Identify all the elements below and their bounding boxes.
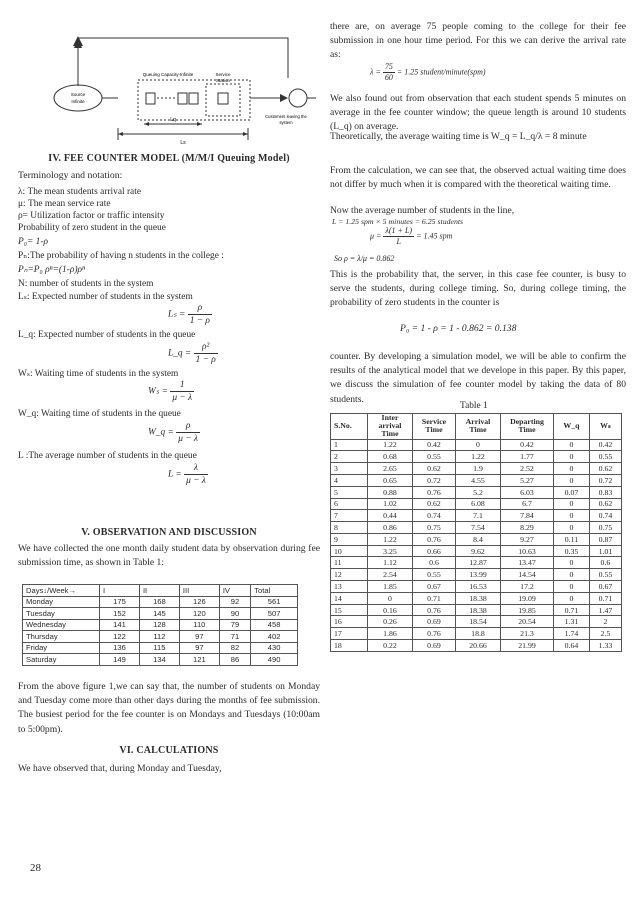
n-definition: N: number of students in the system bbox=[18, 279, 154, 289]
lambda-formula bbox=[370, 62, 486, 84]
comparison-paragraph: From the calculation, we can see that, the observed actual waiting time does not differ by much when it is compared with the theoretical waiting time. bbox=[330, 165, 626, 191]
days-table-row-cell: 136 bbox=[100, 642, 140, 654]
ls-lhs: Lₛ = bbox=[168, 309, 186, 320]
days-table-row-cell: 141 bbox=[100, 619, 140, 631]
terminology-intro: Terminology and notation: bbox=[18, 170, 123, 181]
simulation-table-row-cell: 0.71 bbox=[589, 592, 621, 604]
days-table-row-cell: Wednesday bbox=[23, 619, 100, 631]
days-table-row-cell: 561 bbox=[251, 596, 298, 608]
simulation-table-row-cell: 1.02 bbox=[368, 498, 413, 510]
simulation-table-row-cell: 1.22 bbox=[368, 533, 413, 545]
simulation-table-row-cell: 13 bbox=[331, 581, 368, 593]
days-table-row-cell: 168 bbox=[139, 596, 179, 608]
days-table-row-cell: 120 bbox=[179, 608, 219, 620]
queue-label: Queuing Capacity-Infinite bbox=[142, 72, 194, 77]
days-table-row-cell: 175 bbox=[100, 596, 140, 608]
simulation-table-row-cell: 0 bbox=[368, 592, 413, 604]
simulation-table-row-cell: 20.66 bbox=[456, 640, 501, 652]
simulation-table-row-cell: 7.84 bbox=[501, 510, 554, 522]
simulation-table-row-cell: 4.55 bbox=[456, 474, 501, 486]
days-table-row-cell: 126 bbox=[179, 596, 219, 608]
lambda-result: = 1.25 student/minute(spm) bbox=[396, 67, 486, 77]
simulation-table-row-cell: 0.42 bbox=[501, 439, 554, 451]
simulation-table-row-cell: 0.66 bbox=[413, 545, 456, 557]
sim-header-cell: Arrival Time bbox=[456, 414, 501, 440]
simulation-table-row-cell: 0.75 bbox=[589, 522, 621, 534]
section-heading-4: IV. FEE COUNTER MODEL (M/M/I Queuing Model) bbox=[48, 153, 290, 164]
simulation-table-row-cell: 2.5 bbox=[589, 628, 621, 640]
probability-paragraph: This is the probability that, the server, in this case fee counter, is busy to serve the students, during college timing. So, during college timing, the probability of zero students in the counter is bbox=[330, 269, 626, 309]
days-table-row-cell: 97 bbox=[179, 642, 219, 654]
simulation-table-row-cell: 0.62 bbox=[589, 463, 621, 475]
simulation-paragraph: counter. By developing a simulation model, we will be able to confirm the results of the analytical model that we develope in this paper. By this paper, we discuss the simulation of fee counter model by taking the data of 80 students. bbox=[330, 351, 626, 405]
simulation-table-row-cell: 0.62 bbox=[589, 498, 621, 510]
ws-lhs: Wₛ = bbox=[148, 386, 168, 397]
simulation-table-row-cell: 11 bbox=[331, 557, 368, 569]
simulation-table-row-cell: 1.33 bbox=[589, 640, 621, 652]
simulation-table-row-cell: 2 bbox=[331, 451, 368, 463]
simulation-table-row bbox=[331, 486, 622, 498]
service-paragraph: We also found out from observation that each student spends 5 minutes on average in the fee counter window; the queue length is around 10 students (L_q) on average. bbox=[330, 93, 626, 133]
sim-header-cell: S.No. bbox=[331, 414, 368, 440]
simulation-table-header bbox=[331, 414, 622, 440]
days-table-row-cell: 402 bbox=[251, 631, 298, 643]
simulation-table-row-cell: 0.55 bbox=[589, 569, 621, 581]
lambda-lhs: λ = bbox=[370, 67, 381, 77]
service-label: Service bbox=[215, 72, 231, 77]
simulation-table-row-cell: 0.83 bbox=[589, 486, 621, 498]
days-table-row bbox=[23, 619, 298, 631]
simulation-table-row-cell: 0.22 bbox=[368, 640, 413, 652]
simulation-table-row-cell: 10.63 bbox=[501, 545, 554, 557]
simulation-table-row-cell: 3 bbox=[331, 463, 368, 475]
figure-paragraph: From the above figure 1,we can say that, the number of students on Monday and Tuesday come more than other days during the months of fee submission. The busiest period for the fee counter is on Mondays and Tuesdays (10:00am to 5:00pm). bbox=[18, 681, 320, 735]
simulation-table-row-cell: 18.8 bbox=[456, 628, 501, 640]
simulation-table-row-cell: 8.29 bbox=[501, 522, 554, 534]
days-table-row-cell: Saturday bbox=[23, 654, 100, 666]
simulation-table-row-cell: 0.69 bbox=[413, 616, 456, 628]
simulation-table-row-cell: 7.54 bbox=[456, 522, 501, 534]
simulation-table-row-cell: 18 bbox=[331, 640, 368, 652]
simulation-table-row-cell: 0.55 bbox=[589, 451, 621, 463]
days-table-row bbox=[23, 596, 298, 608]
days-table-row-cell: 110 bbox=[179, 619, 219, 631]
mu-numerator: λ(1 + L) bbox=[385, 226, 413, 235]
simulation-table-row-cell: 18.38 bbox=[456, 592, 501, 604]
days-table-row-cell: 90 bbox=[219, 608, 250, 620]
simulation-table-row bbox=[331, 581, 622, 593]
mu-denominator: L bbox=[383, 236, 414, 247]
days-header-cell: Total bbox=[251, 585, 298, 597]
mu-definition: μ: The mean service rate bbox=[18, 199, 111, 209]
simulation-table-row-cell: 0.67 bbox=[413, 581, 456, 593]
simulation-table-row-cell: 0 bbox=[554, 498, 590, 510]
simulation-table-row-cell: 0.42 bbox=[589, 439, 621, 451]
ls-numerator: ρ bbox=[197, 303, 203, 313]
l-lhs: L = bbox=[168, 469, 182, 480]
simulation-table-row-cell: 0.55 bbox=[413, 569, 456, 581]
simulation-table-row-cell: 1.9 bbox=[456, 463, 501, 475]
days-table-row-cell: Thursday bbox=[23, 631, 100, 643]
simulation-table-row-cell: 0.75 bbox=[413, 522, 456, 534]
mu-result: = 1.45 spm bbox=[416, 231, 453, 241]
simulation-table-row-cell: 1.22 bbox=[456, 451, 501, 463]
simulation-table-row-cell: 21.99 bbox=[501, 640, 554, 652]
ws-denominator: μ − λ bbox=[172, 393, 193, 404]
simulation-table-row-cell: 8 bbox=[331, 522, 368, 534]
simulation-table-row bbox=[331, 628, 622, 640]
simulation-table-row-cell: 0.26 bbox=[368, 616, 413, 628]
simulation-table-row-cell: 1.85 bbox=[368, 581, 413, 593]
simulation-table-row-cell: 2 bbox=[589, 616, 621, 628]
leaving-label-2: system bbox=[279, 120, 293, 125]
simulation-table-row bbox=[331, 522, 622, 534]
simulation-table-row-cell: 5.27 bbox=[501, 474, 554, 486]
simulation-table-row-cell: 2.54 bbox=[368, 569, 413, 581]
mu-lhs: μ = bbox=[370, 231, 382, 241]
simulation-table-row-cell: 0 bbox=[554, 451, 590, 463]
simulation-table-row-cell: 7.1 bbox=[456, 510, 501, 522]
queue-diagram bbox=[18, 18, 320, 148]
simulation-table-row-cell: 0 bbox=[554, 557, 590, 569]
ls-label: Ls bbox=[180, 140, 186, 146]
l-definition: L :The average number of students in the queue bbox=[18, 451, 197, 461]
waiting-time-line: Theoretically, the average waiting time is W_q = L_q/λ = 8 minute bbox=[330, 131, 587, 142]
simulation-table-row-cell: 0 bbox=[554, 439, 590, 451]
table-caption: Table 1 bbox=[460, 401, 488, 411]
simulation-table-row-cell: 0 bbox=[554, 463, 590, 475]
days-table-row-cell: 71 bbox=[219, 631, 250, 643]
days-table-row-cell: 507 bbox=[251, 608, 298, 620]
simulation-table-row-cell: 0.6 bbox=[413, 557, 456, 569]
wq-formula bbox=[148, 420, 200, 445]
simulation-table-row-cell: 0.74 bbox=[589, 510, 621, 522]
source-label: Source bbox=[70, 92, 86, 97]
l-formula bbox=[168, 462, 208, 487]
simulation-table-row-cell: 0.42 bbox=[413, 439, 456, 451]
simulation-table-row-cell: 21.3 bbox=[501, 628, 554, 640]
simulation-table-row-cell: 6.7 bbox=[501, 498, 554, 510]
simulation-table-row-cell: 9.27 bbox=[501, 533, 554, 545]
lq-label: Lq bbox=[170, 117, 176, 123]
simulation-table-row-cell: 0.6 bbox=[589, 557, 621, 569]
simulation-table-row-cell: 1.31 bbox=[554, 616, 590, 628]
l-numerator: λ bbox=[193, 463, 198, 473]
simulation-table-row-cell: 6 bbox=[331, 498, 368, 510]
lambda-numerator: 75 bbox=[384, 62, 393, 71]
simulation-table-row-cell: 0 bbox=[554, 522, 590, 534]
sim-header-cell: Inter arrival Time bbox=[368, 414, 413, 440]
simulation-table-row-cell: 0 bbox=[554, 474, 590, 486]
wq-numerator: ρ bbox=[185, 421, 191, 431]
simulation-table-row-cell: 12.87 bbox=[456, 557, 501, 569]
section-heading-5: V. OBSERVATION AND DISCUSSION bbox=[81, 527, 257, 538]
simulation-table-row-cell: 0.69 bbox=[413, 640, 456, 652]
days-table-row bbox=[23, 642, 298, 654]
ls-definition: Lₛ: Expected number of students in the system bbox=[18, 292, 193, 302]
l-denominator: μ − λ bbox=[186, 476, 206, 487]
days-table-row-cell: Tuesday bbox=[23, 608, 100, 620]
simulation-table-row-cell: 0.76 bbox=[413, 533, 456, 545]
rho-equation: So ρ = λ/μ = 0.862 bbox=[334, 254, 395, 263]
simulation-table-row-cell: 0.86 bbox=[368, 522, 413, 534]
simulation-table-row-cell: 6.08 bbox=[456, 498, 501, 510]
arrival-paragraph: there are, on average 75 people coming to the college for their fee submission in one hour time period. For this we can derive the arrival rate as: bbox=[330, 21, 626, 61]
sim-header-cell: Departing Time bbox=[501, 414, 554, 440]
source-label-2: Infinite bbox=[71, 99, 85, 104]
simulation-table-row-cell: 1 bbox=[331, 439, 368, 451]
service-label-2: Station bbox=[215, 78, 231, 83]
ls-denominator: 1 − ρ bbox=[189, 316, 210, 327]
days-table-row-cell: 458 bbox=[251, 619, 298, 631]
simulation-table-row-cell: 0.71 bbox=[554, 604, 590, 616]
simulation-table-row-cell: 8.4 bbox=[456, 533, 501, 545]
simulation-table-row-cell: 0 bbox=[554, 581, 590, 593]
simulation-table-row bbox=[331, 640, 622, 652]
sim-header-cell: W_q bbox=[554, 414, 590, 440]
simulation-table-row-cell: 18.54 bbox=[456, 616, 501, 628]
days-table-row-cell: 97 bbox=[179, 631, 219, 643]
simulation-table-row-cell: 18.38 bbox=[456, 604, 501, 616]
simulation-table-row-cell: 0.35 bbox=[554, 545, 590, 557]
simulation-table-row-cell: 1.12 bbox=[368, 557, 413, 569]
simulation-table-row-cell: 0.74 bbox=[413, 510, 456, 522]
simulation-table-row-cell: 15 bbox=[331, 604, 368, 616]
simulation-table-row-cell: 0.16 bbox=[368, 604, 413, 616]
days-table-row-cell: 128 bbox=[139, 619, 179, 631]
lambda-denominator: 60 bbox=[384, 73, 393, 83]
page-number: 28 bbox=[30, 862, 41, 874]
days-table-row bbox=[23, 631, 298, 643]
days-table bbox=[22, 584, 298, 666]
simulation-table-row-cell: 17 bbox=[331, 628, 368, 640]
simulation-table-row-cell: 7 bbox=[331, 510, 368, 522]
days-table-row-cell: 152 bbox=[100, 608, 140, 620]
l-equation: L = 1.25 spm × 5 minutes = 6.25 students bbox=[332, 217, 464, 226]
mu-formula bbox=[370, 226, 452, 248]
days-table-row-cell: 115 bbox=[139, 642, 179, 654]
days-table-row-cell: 121 bbox=[179, 654, 219, 666]
simulation-table-row-cell: 0.67 bbox=[589, 581, 621, 593]
simulation-table-row bbox=[331, 463, 622, 475]
lq-numerator: ρ² bbox=[202, 342, 210, 352]
days-header-cell: III bbox=[179, 585, 219, 597]
p0-result: P₀ = 1 - ρ = 1 - 0.862 = 0.138 bbox=[400, 323, 517, 334]
days-header-cell: IV bbox=[219, 585, 250, 597]
simulation-table-row-cell: 17.2 bbox=[501, 581, 554, 593]
simulation-table-row bbox=[331, 498, 622, 510]
days-table-row bbox=[23, 608, 298, 620]
simulation-table-row-cell: 9.62 bbox=[456, 545, 501, 557]
observation-paragraph: We have collected the one month daily student data by observation during fee submission time, as shown in Table 1: bbox=[18, 543, 320, 569]
lq-lhs: L_q = bbox=[168, 348, 192, 359]
simulation-table-row bbox=[331, 592, 622, 604]
simulation-table-row-cell: 20.54 bbox=[501, 616, 554, 628]
simulation-table-row-cell: 0.62 bbox=[413, 463, 456, 475]
days-table-row-cell: 82 bbox=[219, 642, 250, 654]
pn-definition: Pₙ:The probability of having n students in the college : bbox=[18, 251, 224, 261]
days-table-row-cell: 86 bbox=[219, 654, 250, 666]
simulation-table-row-cell: 0.72 bbox=[413, 474, 456, 486]
simulation-table-row-cell: 1.47 bbox=[589, 604, 621, 616]
simulation-table-row bbox=[331, 569, 622, 581]
simulation-table-row-cell: 9 bbox=[331, 533, 368, 545]
simulation-table-row bbox=[331, 604, 622, 616]
simulation-table-row-cell: 3.25 bbox=[368, 545, 413, 557]
simulation-table-row-cell: 0.65 bbox=[368, 474, 413, 486]
days-header-cell: I bbox=[100, 585, 140, 597]
lq-formula bbox=[168, 341, 218, 366]
simulation-table-row-cell: 0.76 bbox=[413, 604, 456, 616]
simulation-table-row-cell: 4 bbox=[331, 474, 368, 486]
simulation-table-row-cell: 14.54 bbox=[501, 569, 554, 581]
simulation-table-row-cell: 1.01 bbox=[589, 545, 621, 557]
simulation-table-row-cell: 14 bbox=[331, 592, 368, 604]
pn-equation: Pₙ=P₀ ρⁿ=(1-ρ)ρⁿ bbox=[18, 265, 85, 275]
simulation-table-row-cell: 0 bbox=[554, 510, 590, 522]
lambda-definition: λ: The mean students arrival rate bbox=[18, 187, 141, 197]
simulation-table-row-cell: 0.88 bbox=[368, 486, 413, 498]
days-table-row-cell: Friday bbox=[23, 642, 100, 654]
average-number-line: Now the average number of students in the line, bbox=[330, 205, 515, 216]
simulation-table bbox=[330, 413, 622, 652]
wq-definition: W_q: Waiting time of students in the queue bbox=[18, 409, 181, 419]
rho-definition: ρ= Utilization factor or traffic intensity bbox=[18, 211, 165, 221]
simulation-table-row-cell: 12 bbox=[331, 569, 368, 581]
simulation-table-row-cell: 0.71 bbox=[413, 592, 456, 604]
days-table-row-cell: 490 bbox=[251, 654, 298, 666]
simulation-table-row-cell: 0.07 bbox=[554, 486, 590, 498]
simulation-table-row-cell: 1.86 bbox=[368, 628, 413, 640]
days-header-cell: Days↓/Week→ bbox=[23, 585, 100, 597]
simulation-table-row-cell: 0.76 bbox=[413, 486, 456, 498]
ws-formula bbox=[148, 379, 194, 404]
simulation-table-row-cell: 13.99 bbox=[456, 569, 501, 581]
simulation-table-row-cell: 19.09 bbox=[501, 592, 554, 604]
simulation-table-row bbox=[331, 533, 622, 545]
simulation-table-row bbox=[331, 474, 622, 486]
days-table-row bbox=[23, 654, 298, 666]
simulation-table-row-cell: 0.68 bbox=[368, 451, 413, 463]
simulation-table-row-cell: 2.65 bbox=[368, 463, 413, 475]
simulation-table-row bbox=[331, 510, 622, 522]
simulation-table-row-cell: 2.52 bbox=[501, 463, 554, 475]
sim-header-cell: Service Time bbox=[413, 414, 456, 440]
simulation-table-row bbox=[331, 616, 622, 628]
days-table-row-cell: 92 bbox=[219, 596, 250, 608]
simulation-table-row-cell: 16.53 bbox=[456, 581, 501, 593]
days-table-row-cell: 79 bbox=[219, 619, 250, 631]
simulation-table-row-cell: 0.72 bbox=[589, 474, 621, 486]
leaving-label: Customers leaving the bbox=[265, 114, 307, 119]
days-table-row-cell: 430 bbox=[251, 642, 298, 654]
days-table-row-cell: 112 bbox=[139, 631, 179, 643]
simulation-table-row-cell: 5 bbox=[331, 486, 368, 498]
lq-definition: L_q: Expected number of students in the queue bbox=[18, 330, 196, 340]
simulation-table-row-cell: 0 bbox=[456, 439, 501, 451]
lq-denominator: 1 − ρ bbox=[195, 355, 216, 366]
simulation-table-row-cell: 0.44 bbox=[368, 510, 413, 522]
section-heading-6: VI. CALCULATIONS bbox=[119, 745, 219, 756]
simulation-table-row-cell: 0.11 bbox=[554, 533, 590, 545]
sim-header-cell: Wₛ bbox=[589, 414, 621, 440]
days-table-row-cell: 149 bbox=[100, 654, 140, 666]
simulation-table-row-cell: 6.03 bbox=[501, 486, 554, 498]
simulation-table-row-cell: 1.22 bbox=[368, 439, 413, 451]
p0-definition: Probability of zero student in the queue bbox=[18, 223, 166, 233]
ws-definition: Wₛ: Waiting time of students in the system bbox=[18, 369, 179, 379]
simulation-table-row-cell: 0.64 bbox=[554, 640, 590, 652]
simulation-table-row-cell: 0 bbox=[554, 569, 590, 581]
simulation-table-row-cell: 0.62 bbox=[413, 498, 456, 510]
simulation-table-row bbox=[331, 545, 622, 557]
calculation-paragraph: We have observed that, during Monday and Tuesday, bbox=[18, 763, 222, 774]
days-table-row-cell: 134 bbox=[139, 654, 179, 666]
simulation-table-row-cell: 0.55 bbox=[413, 451, 456, 463]
simulation-table-row-cell: 1.74 bbox=[554, 628, 590, 640]
simulation-table-row-cell: 16 bbox=[331, 616, 368, 628]
simulation-table-row bbox=[331, 439, 622, 451]
simulation-table-row-cell: 0.76 bbox=[413, 628, 456, 640]
days-table-row-cell: 145 bbox=[139, 608, 179, 620]
simulation-table-row-cell: 13.47 bbox=[501, 557, 554, 569]
simulation-table-row bbox=[331, 451, 622, 463]
simulation-table-row-cell: 10 bbox=[331, 545, 368, 557]
days-table-row-cell: 122 bbox=[100, 631, 140, 643]
simulation-table-row-cell: 19.85 bbox=[501, 604, 554, 616]
simulation-table-row-cell: 5.2 bbox=[456, 486, 501, 498]
p0-equation: P₀= 1-ρ bbox=[18, 237, 48, 247]
simulation-table-row-cell: 0.87 bbox=[589, 533, 621, 545]
simulation-table-row-cell: 0 bbox=[554, 592, 590, 604]
days-header-cell: II bbox=[139, 585, 179, 597]
ws-numerator: 1 bbox=[179, 380, 185, 390]
wq-denominator: μ − λ bbox=[178, 434, 198, 445]
days-table-header bbox=[23, 585, 298, 597]
days-table-row-cell: Monday bbox=[23, 596, 100, 608]
simulation-table-row bbox=[331, 557, 622, 569]
simulation-table-row-cell: 1.77 bbox=[501, 451, 554, 463]
ls-formula bbox=[168, 302, 212, 327]
wq-lhs: W_q = bbox=[148, 427, 174, 438]
